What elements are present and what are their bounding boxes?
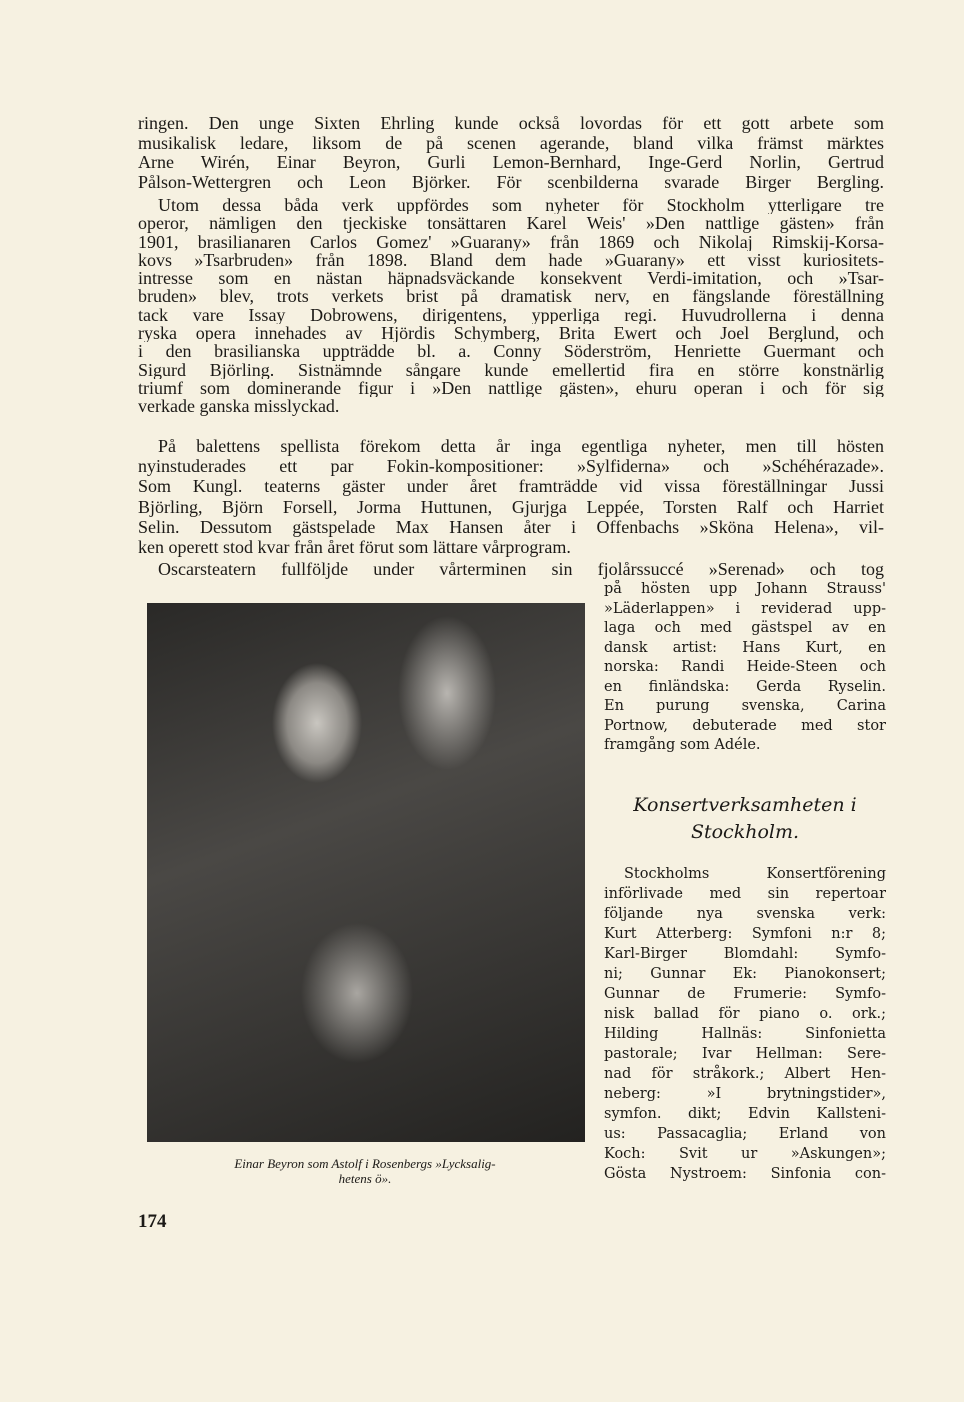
heading-line: Stockholm. bbox=[690, 821, 800, 843]
text-line: neberg: »I brytningstider», bbox=[604, 1086, 886, 1102]
text-line: kovs »Tsarbruden» från 1898. Bland dem hade »Guarany» ett visst kuriositets- bbox=[138, 250, 884, 270]
text-line: ni; Gunnar Ek: Pianokonsert; bbox=[604, 966, 886, 982]
text-line: tack vare Issay Dobrowens, dirigentens, ypperliga regi. Huvudrollerna i denna bbox=[138, 305, 884, 325]
text-line: framgång som Adéle. bbox=[604, 737, 761, 753]
paragraph-4-continued bbox=[604, 580, 886, 756]
text-line: 1901, brasilianaren Carlos Gomez' »Guarany» från 1869 och Nikolaj Rimskij-Korsa- bbox=[138, 232, 884, 251]
text-line: dansk artist: Hans Kurt, en bbox=[604, 639, 886, 656]
text-line: Selin. Dessutom gästspelade Max Hansen åter i Offenbachs »Sköna Helena», vil- bbox=[138, 516, 884, 537]
text-line: us: Passacaglia; Erland von bbox=[604, 1126, 886, 1142]
photo-einar-beyron bbox=[147, 603, 585, 1142]
text-line: Koch: Svit ur »Askungen»; bbox=[604, 1146, 886, 1162]
caption-line: hetens ö». bbox=[338, 1171, 392, 1186]
text-line: intresse som en nästan häpnadsväckande konsekvent Verdi-imitation, och »Tsar- bbox=[138, 269, 884, 288]
paragraph-2 bbox=[138, 196, 884, 416]
text-line: nad för stråkork.; Albert Hen- bbox=[604, 1066, 886, 1082]
text-line: Som Kungl. teaterns gäster under året framträdde vid vissa föreställningar Jussi bbox=[138, 476, 884, 497]
text-line: Hilding Hallnäs: Sinfonietta bbox=[604, 1026, 886, 1042]
text-line: En purung svenska, Carina bbox=[604, 698, 886, 714]
text-line: Gösta Nystroem: Sinfonia con- bbox=[604, 1166, 886, 1182]
text-line: Arne Wirén, Einar Beyron, Gurli Lemon-Bernhard, Inge-Gerd Norlin, Gertrud bbox=[138, 153, 884, 172]
text-line: ringen. Den unge Sixten Ehrling kunde också lovordas för ett gott arbete som bbox=[138, 114, 884, 133]
text-line: norska: Randi Heide-Steen och bbox=[604, 659, 886, 675]
text-line: i den brasilianska uppträdde bl. a. Conny Söderström, Henriette Guermant och bbox=[138, 342, 884, 361]
page-number: 174 bbox=[138, 1211, 167, 1232]
text-line: Kurt Atterberg: Symfoni n:r 8; bbox=[604, 926, 886, 942]
text-line: symfon. dikt; Edvin Kallsteni- bbox=[604, 1106, 886, 1122]
text-line: ryska opera innehades av Hjördis Schymberg, Brita Ewert och Joel Berglund, och bbox=[138, 324, 884, 343]
text-line: pastorale; Ivar Hellman: Sere- bbox=[604, 1046, 886, 1062]
text-line: ken operett stod kvar från året förut som lättare vårprogram. bbox=[138, 537, 571, 558]
text-line: Stockholms Konsertförening bbox=[624, 866, 886, 882]
paragraph-3 bbox=[138, 436, 884, 557]
text-line: Utom dessa båda verk uppfördes som nyheter för Stockholm ytterligare tre bbox=[158, 196, 884, 215]
text-line: verkade ganska misslyckad. bbox=[138, 397, 340, 416]
text-line: bruden» blev, trots verkets brist på dramatisk nerv, en fängslande föreställning bbox=[138, 287, 884, 306]
text-line: Gunnar de Frumerie: Symfo- bbox=[604, 986, 886, 1002]
text-line: Pålson-Wettergren och Leon Björker. För scenbilderna svarade Birger Bergling. bbox=[138, 172, 884, 192]
heading-line: Konsertverksamheten i bbox=[633, 794, 857, 816]
text-line: på hösten upp Johann Strauss' bbox=[604, 581, 886, 597]
text-line: musikalisk ledare, liksom de på scenen agerande, bland vilka främst märktes bbox=[138, 133, 884, 153]
text-line: Oscarsteatern fullföljde under vårterminen sin fjolårssuccé »Serenad» och tog bbox=[158, 559, 884, 579]
text-line: laga och med gästspel av en bbox=[604, 620, 886, 636]
text-line: Karl-Birger Blomdahl: Symfo- bbox=[604, 946, 886, 962]
text-line: följande nya svenska verk: bbox=[604, 906, 886, 922]
photo-caption bbox=[160, 1156, 570, 1186]
text-line: införlivade med sin repertoar bbox=[604, 886, 886, 902]
section-heading bbox=[604, 792, 886, 846]
text-line: Sigurd Björling. Sistnämnde sångare kunde emellertid fira en större konstnärlig bbox=[138, 360, 884, 379]
text-line: triumf som dominerande figur i »Den nattlige gästen», ehuru operan i och för sig bbox=[138, 378, 884, 398]
text-line: Björling, Björn Forsell, Jorma Huttunen, Gjurjga Leppée, Torsten Ralf och Harriet bbox=[138, 496, 884, 517]
paragraph-5 bbox=[604, 864, 886, 1184]
text-line: nyinstuderades ett par Fokin-kompositioner: »Sylfiderna» och »Schéhérazade». bbox=[138, 456, 884, 477]
paragraph-1 bbox=[138, 114, 884, 192]
caption-line: Einar Beyron som Astolf i Rosenbergs »Lycksalig- bbox=[234, 1156, 496, 1171]
text-line: »Läderlappen» i reviderad upp- bbox=[604, 600, 886, 617]
text-line: nisk ballad för piano o. ork.; bbox=[604, 1006, 886, 1022]
text-line: På balettens spellista förekom detta år inga egentliga nyheter, men till hösten bbox=[158, 436, 884, 456]
text-line: Portnow, debuterade med stor bbox=[604, 717, 886, 734]
text-line: operor, nämligen den tjeckiske tonsättaren Karel Weis' »Den nattlige gästen» från bbox=[138, 214, 884, 233]
text-line: en finländska: Gerda Ryselin. bbox=[604, 678, 886, 695]
paragraph-4-first-line bbox=[138, 559, 884, 579]
